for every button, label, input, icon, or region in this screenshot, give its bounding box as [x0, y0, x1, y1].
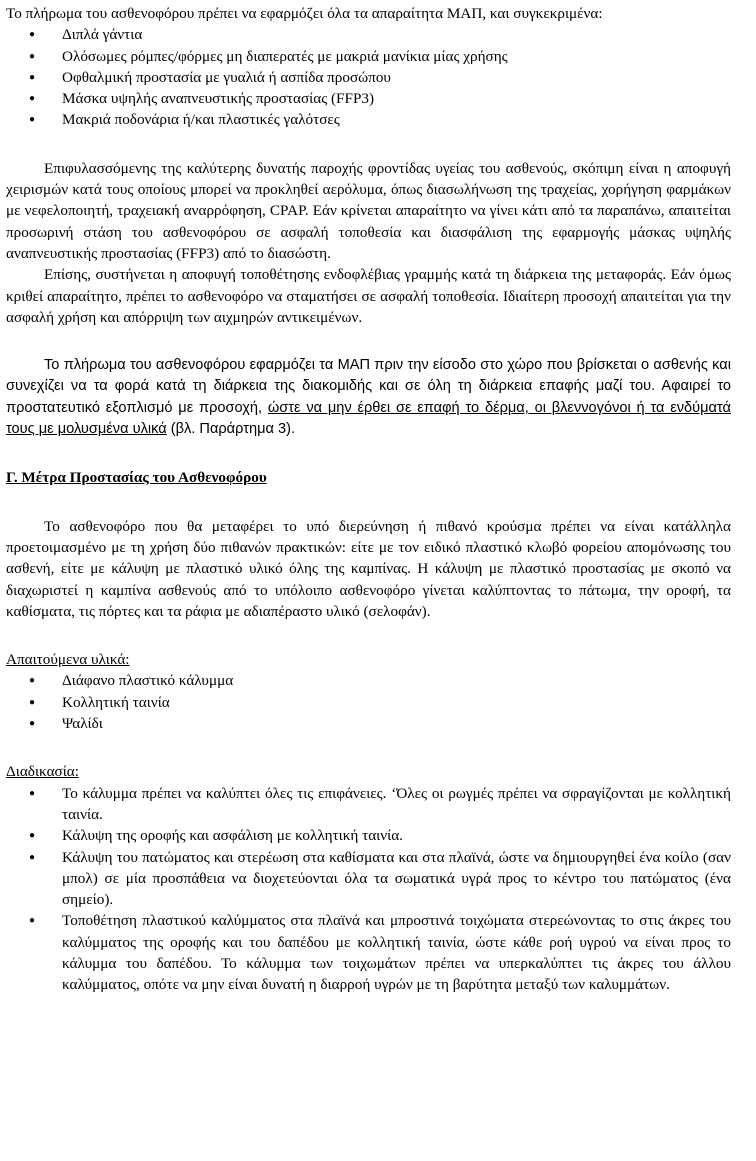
- paragraph-aerosol: Επιφυλασσόμενης της καλύτερης δυνατής παροχής φροντίδας υγείας του ασθενούς, σκόπιμη είναι η αποφυγή χειρισμών κατά τους οποίους μπορεί να προκληθεί αερόλυμα, όπως διασωλήνωση της τραχείας, χορήγηση φαρμάκων με νεφελοποιητή, τραχειακή αναρρόφηση, CPAP. Εάν κρίνεται απαραίτητο να γίνει κάτι από τα παραπάνω, απαιτείται προσωρινή στάση του ασθενοφόρου σε ασφαλή τοποθεσία και διασφάλιση της εφαρμογής μάσκας υψηλής αναπνευστικής προστασίας (FFP3) από το διασώστη.: [6, 159, 731, 262]
- list-item: ● Μακριά ποδονάρια ή/και πλαστικές γαλότσες: [6, 109, 731, 130]
- paragraph-iv-line: Επίσης, συστήνεται η αποφυγή τοποθέτησης ενδοφλέβιας γραμμής κατά τη διάρκεια της μεταφοράς. Εάν όμως κριθεί απαραίτητο, πρέπει το ασθενοφόρο να σταματήσει σε ασφαλή τοποθεσία. Ιδιαίτερη προσοχή απαιτείται για την ασφαλή χρήση και απόρριψη των αιχμηρών αντικειμένων.: [6, 266, 731, 326]
- intro-text: Το πλήρωμα του ασθενοφόρου πρέπει να εφαρμόζει όλα τα απαραίτητα ΜΑΠ, και συγκεκριμένα:: [6, 5, 603, 22]
- procedure-list: [6, 783, 731, 996]
- paragraph-ppe-removal: [6, 355, 731, 440]
- list-item: ● Κάλυψη της οροφής και ασφάλιση με κολλητική ταινία.: [6, 825, 731, 846]
- list-item: ● Ολόσωμες ρόμπες/φόρμες μη διαπερατές με μακριά μανίκια μίας χρήσης: [6, 46, 731, 67]
- spacer: [6, 489, 731, 516]
- spacer: [6, 328, 731, 355]
- list-item: ● Ψαλίδι: [6, 713, 731, 734]
- ppe-removal-reference: (βλ. Παράρτημα 3).: [166, 421, 296, 438]
- paragraph-ambulance-prep: Το ασθενοφόρο που θα μεταφέρει το υπό διερεύνηση ή πιθανό κρούσμα πρέπει να είναι κατάλληλα προετοιμασμένο με τη χρήση δύο πιθανών πρακτικών: είτε με τον ειδικό πλαστικό κλωβό φορείου απομόνωσης του ασθενή, είτε με κάλυψη με πλαστικό υλικό όλης της καμπίνας. Η κάλυψη με πλαστικό προστασίας με σκοπό να διαχωριστεί η καμπίνα ασθενούς από το υπόλοιπο ασθενοφόρο γίνεται καλύπτοντας το πάτωμα, την οροφή, τα καθίσματα, τις πόρτες και τα ράφια με αδιαπέραστο υλικό (σελοφάν).: [6, 517, 731, 620]
- document-page: [6, 3, 731, 996]
- list-item: ● Το κάλυμμα πρέπει να καλύπτει όλες τις επιφάνειες. ‘Όλες οι ρωγμές πρέπει να σφραγίζονται με κολλητική ταινία.: [6, 783, 731, 826]
- list-item: ● Μάσκα υψηλής αναπνευστικής προστασίας (FFP3): [6, 88, 731, 109]
- ppe-removal-underlined: ώστε να μην έρθει σε επαφή το δέρμα, οι βλεννογόνοι ή τα ενδύματά τους με μολυσμένα υλικά: [6, 399, 731, 438]
- spacer: [6, 734, 731, 761]
- section-heading: Γ. Μέτρα Προστασίας του Ασθενοφόρου: [6, 469, 267, 487]
- materials-label: Απαιτούμενα υλικά:: [6, 651, 130, 669]
- spacer: [6, 440, 731, 467]
- list-item: ● Διάφανο πλαστικό κάλυμμα: [6, 670, 731, 691]
- spacer: [6, 622, 731, 649]
- spacer: [6, 131, 731, 158]
- list-item: ● Κολλητική ταινία: [6, 692, 731, 713]
- ppe-list: [6, 24, 731, 130]
- materials-list: [6, 670, 731, 734]
- procedure-label: Διαδικασία:: [6, 763, 79, 781]
- list-item: ● Τοποθέτηση πλαστικού καλύμματος στα πλαϊνά και μπροστινά τοιχώματα στερεώνοντας το στις άκρες του καλύμματος της οροφής και του δαπέδου με κολλητική ταινία, ώστε κάθε ροή υγρού να είναι προς το κάλυμμα του δαπέδου. Το κάλυμμα των τοιχωμάτων πρέπει να υπερκαλύπτει τις άκρες του άλλου καλύμματος, οπότε να μην είναι δυνατή η διαρροή υγρών με τη βαρύτητα μεταξύ των καλυμμάτων.: [6, 910, 731, 995]
- ppe-removal-text: Το πλήρωμα του ασθενοφόρου εφαρμόζει τα ΜΑΠ πριν την είσοδο στο χώρο που βρίσκεται ο ασθενής και συνεχίζει να τα φορά κατά τη διάρκεια της διακομιδής και σε όλη τη διάρκεια επαφής μαζί του. Αφαιρεί το προστατευτικό εξοπλισμό με προσοχή,: [6, 357, 731, 416]
- list-item: ● Οφθαλμική προστασία με γυαλιά ή ασπίδα προσώπου: [6, 67, 731, 88]
- list-item: ● Κάλυψη του πατώματος και στερέωση στα καθίσματα και στα πλαϊνά, ώστε να δημιουργηθεί ένα κοίλο (σαν μπολ) σε μία προσπάθεια να διοχετεύονται όλα τα σωματικά υγρά προς το κέντρο του πατώματος (ένα σημείο).: [6, 847, 731, 911]
- list-item: ● Διπλά γάντια: [6, 24, 731, 45]
